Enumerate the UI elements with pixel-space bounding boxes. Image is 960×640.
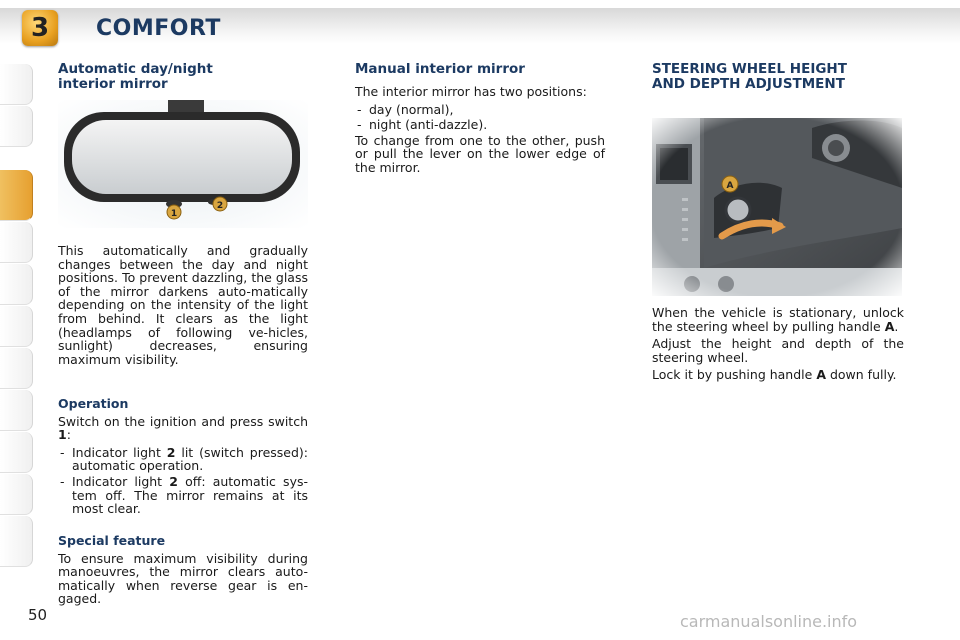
chapter-tab-11[interactable] (0, 516, 33, 567)
manual-mirror-bullet-2: - night (anti-dazzle). (355, 118, 605, 132)
column-auto-mirror (58, 62, 310, 92)
steering-p3: Lock it by pushing handle A down fully. (652, 367, 897, 383)
chapter-tab-5[interactable] (0, 264, 33, 305)
steering-p1: When the vehicle is stationary, unlock the steering wheel by pulling handle A. (652, 305, 904, 334)
operation-bullet-2: - Indicator light 2 off: automatic sys-tem off. The mirror remains at its most clear. (58, 475, 308, 516)
operation-section (58, 397, 308, 518)
manual-mirror-intro: The interior mirror has two positions: (355, 84, 587, 99)
chapter-tab-1[interactable] (0, 64, 33, 105)
operation-bullet-1: - Indicator light 2 lit (switch pressed): automatic operation. (58, 446, 308, 473)
manual-mirror-text: To change from one to the other, push or pull the lever on the lower edge of the mirror. (355, 132, 605, 175)
manual-mirror-bullet-1: - day (normal), (355, 103, 605, 117)
chapter-tab-6[interactable] (0, 306, 33, 347)
watermark: carmanualsonline.info (680, 612, 858, 631)
chapter-tab-4[interactable] (0, 222, 33, 263)
callout-2: 2 (216, 201, 224, 211)
chapter-tab-2[interactable] (0, 106, 33, 147)
steering-p2: Adjust the height and depth of the steering wheel. (652, 336, 904, 365)
special-feature-text: To ensure maximum visibility during manoeuvres, the mirror clears auto-matically when reverse gear is en-gaged. (58, 550, 308, 607)
operation-list (58, 446, 308, 516)
auto-mirror-intro: This automatically and gradually changes between the day and night positions. To prevent dazzling, the glass of the mirror darkens auto-matically depending on the intensity of the light from behind. It clears as the light (headlamps of following ve-hicles, sunlight) decreases, ensuring maximum visibility. (58, 243, 308, 367)
chapter-side-tabs (0, 64, 34, 574)
special-feature-heading: Special feature (58, 533, 166, 548)
chapter-tab-10[interactable] (0, 474, 33, 515)
auto-mirror-heading: Automatic day/night interior mirror (58, 61, 213, 92)
chapter-tab-7[interactable] (0, 348, 33, 389)
callout-1: 1 (170, 209, 178, 219)
column-steering-wheel (652, 62, 904, 92)
page-number: 50 (28, 606, 48, 624)
auto-mirror-photo (58, 100, 308, 228)
chapter-tab-8[interactable] (0, 390, 33, 431)
steering-body (652, 306, 904, 386)
auto-mirror-body (58, 244, 308, 370)
chapter-number-badge: 3 (22, 10, 58, 46)
section-title: COMFORT (96, 16, 221, 41)
steering-heading: STEERING WHEEL HEIGHT AND DEPTH ADJUSTMENT (652, 61, 847, 92)
manual-mirror-heading: Manual interior mirror (355, 61, 525, 77)
column-manual-mirror (355, 62, 605, 179)
chapter-tab-3-active[interactable] (0, 170, 33, 221)
chapter-tab-9[interactable] (0, 432, 33, 473)
manual-mirror-list (355, 103, 605, 132)
special-feature-section (58, 534, 308, 610)
operation-heading: Operation (58, 396, 129, 411)
steering-handle-photo (652, 118, 902, 296)
operation-text: Switch on the ignition and press switch 1: (58, 413, 308, 443)
